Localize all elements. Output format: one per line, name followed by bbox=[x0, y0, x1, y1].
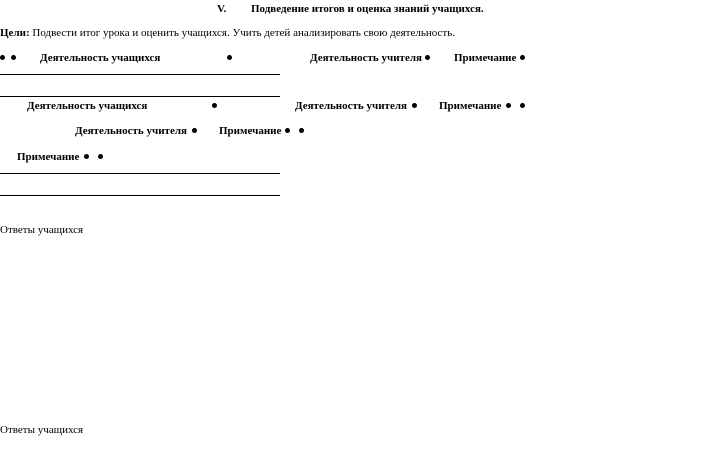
table-rule bbox=[0, 74, 280, 75]
header-bullet bbox=[425, 52, 430, 65]
table-rule bbox=[0, 173, 280, 174]
header-bullet bbox=[227, 52, 232, 65]
section-title: Подведение итогов и оценка знаний учащихся. bbox=[251, 3, 484, 15]
header-bullet bbox=[192, 125, 197, 138]
bullet-icon bbox=[84, 154, 89, 159]
section-number: V. bbox=[217, 3, 227, 15]
header-bullet bbox=[506, 100, 525, 113]
header-note: Примечание bbox=[17, 151, 80, 163]
header-bullet bbox=[520, 52, 525, 65]
bullet-icon bbox=[412, 103, 417, 108]
header-bullet bbox=[412, 100, 417, 113]
bullet-icon bbox=[192, 128, 197, 133]
bullet-icon bbox=[425, 55, 430, 60]
header-teacher-activity: Деятельность учителя bbox=[310, 52, 422, 64]
header-note: Примечание bbox=[454, 52, 517, 64]
header-note: Примечание bbox=[439, 100, 502, 112]
header-teacher-activity: Деятельность учителя bbox=[295, 100, 407, 112]
header-note: Примечание bbox=[219, 125, 282, 137]
goals-line bbox=[0, 27, 455, 40]
students-answers: Ответы учащихся bbox=[0, 424, 84, 436]
header-bullet bbox=[212, 100, 217, 113]
header-row-1 bbox=[0, 52, 16, 65]
table-rule bbox=[0, 195, 280, 196]
bullet-icon bbox=[285, 128, 290, 133]
header-bullet bbox=[285, 125, 304, 138]
bullet-icon bbox=[506, 103, 511, 108]
students-answers: Ответы учащихся bbox=[0, 224, 84, 236]
header-students-activity: Деятельность учащихся bbox=[40, 52, 161, 64]
bullet-icon bbox=[299, 128, 304, 133]
bullet-icon bbox=[520, 55, 525, 60]
header-teacher-activity: Деятельность учителя bbox=[75, 125, 187, 137]
bullet-icon bbox=[227, 55, 232, 60]
bullet-icon bbox=[212, 103, 217, 108]
bullet-icon bbox=[98, 154, 103, 159]
bullet-icon bbox=[520, 103, 525, 108]
header-students-activity: Деятельность учащихся bbox=[27, 100, 148, 112]
goals-label: Цели: bbox=[0, 27, 30, 39]
bullet-icon bbox=[11, 55, 16, 60]
bullet-icon bbox=[0, 55, 5, 60]
goals-text: Подвести итог урока и оценить учащихся. Учить детей анализировать свою деятельность. bbox=[32, 27, 455, 39]
table-rule bbox=[0, 96, 280, 97]
header-bullet bbox=[84, 151, 103, 164]
